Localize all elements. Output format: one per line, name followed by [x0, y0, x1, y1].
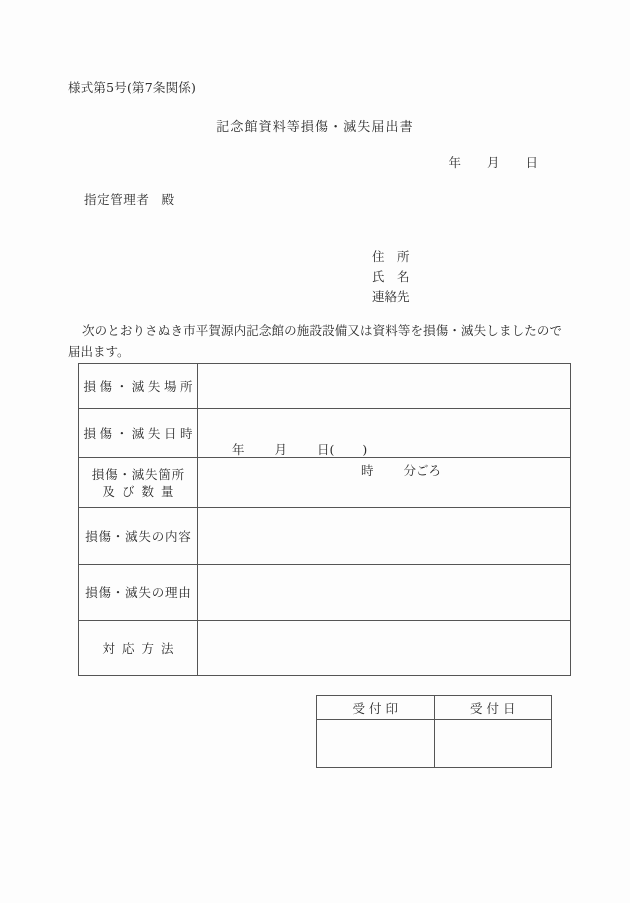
- table-row: [79, 508, 571, 565]
- cell-day-label: 日(: [317, 442, 335, 457]
- addressee-line: [84, 190, 175, 208]
- row-value-response[interactable]: [198, 621, 571, 676]
- cell-minute-label: 分ごろ: [403, 463, 442, 478]
- row-value-reason[interactable]: [198, 565, 571, 621]
- receipt-stamp-header: 受付印: [317, 696, 435, 720]
- receipt-table: [316, 695, 552, 768]
- body-paragraph: 次のとおりさぬき市平賀源内記念館の施設設備又は資料等を損傷・滅失しましたので届出ます。: [68, 323, 562, 359]
- row-label-response: 対応方法: [79, 621, 198, 676]
- cell-paren-close: ): [362, 442, 368, 457]
- table-row: [79, 409, 571, 458]
- table-row: [79, 364, 571, 409]
- receipt-stamp-cell[interactable]: [317, 720, 435, 768]
- cell-year-label: 年: [232, 442, 245, 457]
- datetime-date-line: [232, 440, 367, 458]
- submitter-contact-row: 連絡先: [372, 289, 410, 304]
- row-label-parts-quantity: 損傷・滅失箇所 及び数量: [79, 458, 198, 508]
- submitter-block: [372, 247, 410, 307]
- form-number: 様式第5号(第7条関係): [68, 80, 197, 95]
- receipt-date-header: 受付日: [434, 696, 552, 720]
- row-value-datetime[interactable]: [198, 409, 571, 478]
- row-label-location: 損傷・滅失場所: [79, 364, 198, 409]
- receipt-date-cell[interactable]: [434, 720, 552, 768]
- date-day-label: 日: [525, 155, 538, 170]
- table-row: [79, 565, 571, 621]
- addressee-honorific: 殿: [161, 192, 175, 207]
- receipt-body-row: [317, 720, 552, 768]
- date-line: [0, 153, 630, 171]
- row-label-datetime: 損傷・滅失日時: [79, 409, 198, 458]
- row-value-location[interactable]: [198, 364, 571, 409]
- row-label-reason: 損傷・滅失の理由: [79, 565, 198, 621]
- receipt-header-row: [317, 696, 552, 720]
- date-year-label: 年: [448, 155, 461, 170]
- row-label-description: 損傷・滅失の内容: [79, 508, 198, 565]
- datetime-time-line: [361, 461, 441, 479]
- submitter-address-row: 住 所: [372, 249, 410, 264]
- addressee-label: 指定管理者: [84, 192, 150, 207]
- document-title: 記念館資料等損傷・滅失届出書: [216, 120, 414, 135]
- cell-month-label: 月: [274, 442, 288, 457]
- damage-report-table: [78, 363, 571, 676]
- table-row: [79, 621, 571, 676]
- row-value-description[interactable]: [198, 508, 571, 565]
- table-row: [79, 458, 571, 508]
- date-month-label: 月: [486, 155, 500, 170]
- submitter-name-row: 氏 名: [372, 269, 410, 284]
- cell-hour-label: 時: [361, 463, 374, 478]
